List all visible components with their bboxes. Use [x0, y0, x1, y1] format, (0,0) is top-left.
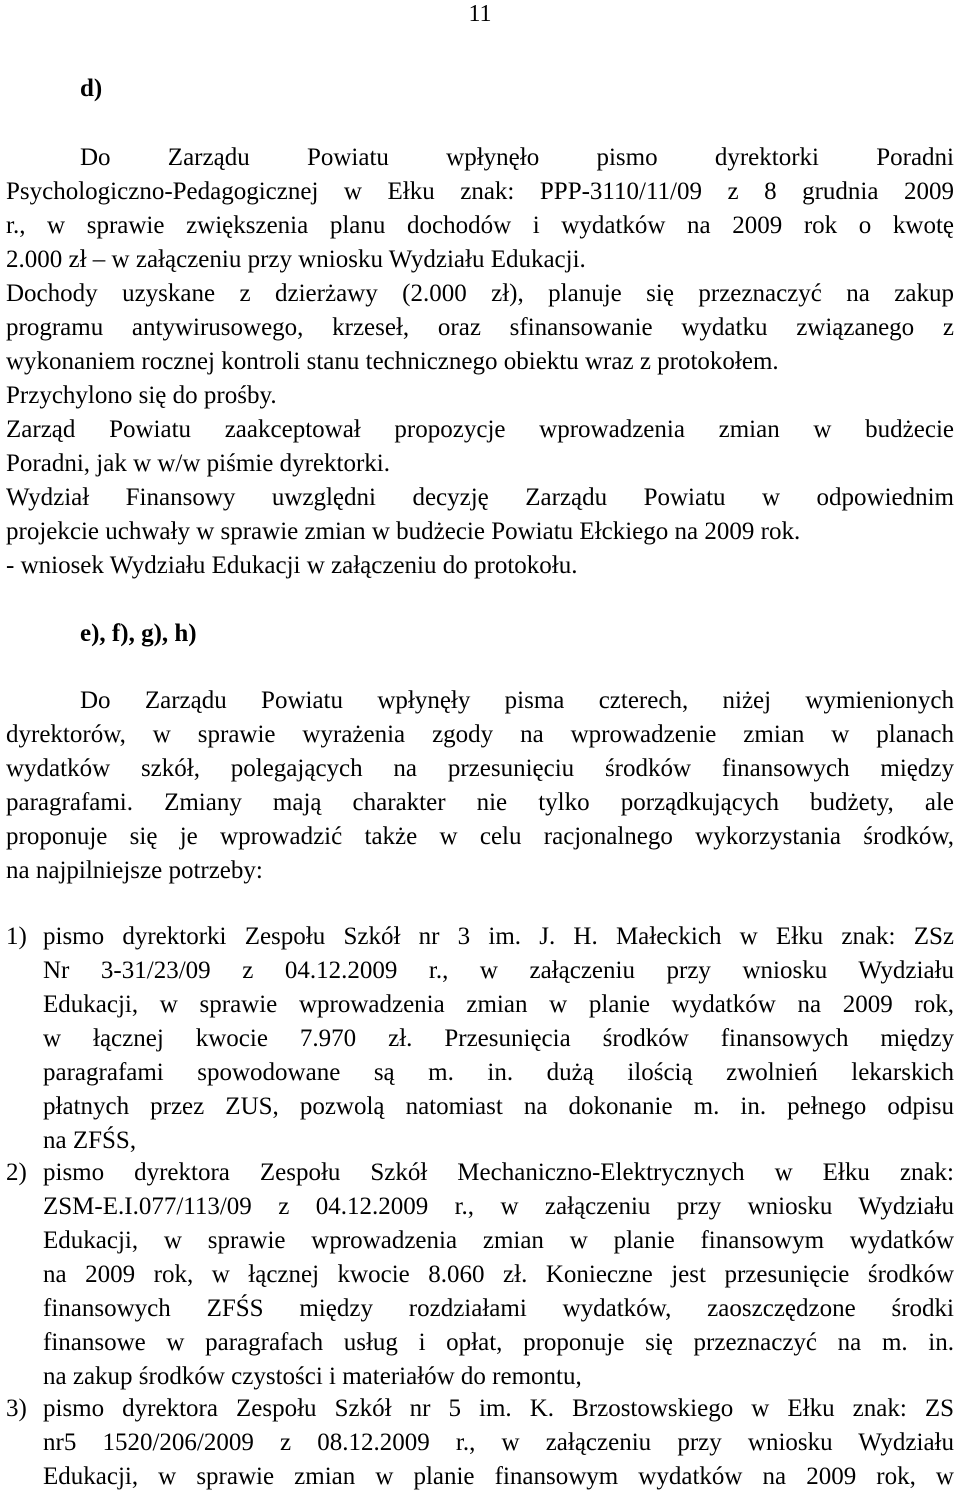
text-line: Edukacji, w sprawie wprowadzenia zmian w planie finansowym wydatków: [43, 1227, 954, 1254]
list-item: [6, 1156, 954, 1394]
text-line: na 2009 rok, w łącznej kwocie 8.060 zł. Konieczne jest przesunięcie środków: [43, 1261, 954, 1288]
text-line: na zakup środków czystości i materiałów do remontu,: [43, 1363, 582, 1390]
list-item-number: 3): [6, 1395, 27, 1422]
text-line: paragrafami. Zmiany mają charakter nie tylko porządkujących budżety, ale: [6, 789, 954, 816]
text-line: projekcie uchwały w sprawie zmian w budżecie Powiatu Ełckiego na 2009 rok.: [6, 518, 801, 545]
text-line: Edukacji, w sprawie zmian w planie finansowym wydatków na 2009 rok, w: [43, 1463, 954, 1490]
text-line: Zarząd Powiatu zaakceptował propozycje wprowadzenia zmian w budżecie: [6, 416, 954, 443]
text-line: pismo dyrektora Zespołu Szkół Mechaniczno-Elektrycznych w Ełku znak:: [43, 1159, 954, 1186]
text-line: Dochody uzyskane z dzierżawy (2.000 zł), planuje się przeznaczyć na zakup: [6, 280, 954, 307]
text-line: na ZFŚS,: [43, 1127, 137, 1154]
text-line: na najpilniejsze potrzeby:: [6, 857, 263, 884]
text-line: r., w sprawie zwiększenia planu dochodów i wydatków na 2009 rok o kwotę: [6, 212, 954, 239]
text-line: dyrektorów, w sprawie wyrażenia zgody na wprowadzenie zmian w planach: [6, 721, 954, 748]
text-line: Nr 3-31/23/09 z 04.12.2009 r., w załączeniu przy wniosku Wydziału: [43, 957, 954, 984]
section-efgh-intro: [6, 684, 954, 888]
text-line: pismo dyrektorki Zespołu Szkół nr 3 im. J. H. Małeckich w Ełku znak: ZSz: [43, 923, 954, 950]
text-line: 2.000 zł – w załączeniu przy wniosku Wydziału Edukacji.: [6, 246, 586, 273]
text-line: finansowe w paragrafach usług i opłat, proponuje się przeznaczyć na m. in.: [43, 1329, 954, 1356]
text-line: Do Zarządu Powiatu wpłynęły pisma czterech, niżej wymienionych: [80, 687, 954, 714]
text-line: nr5 1520/206/2009 z 08.12.2009 r., w załączeniu przy wniosku Wydziału: [43, 1429, 954, 1456]
section-d-body: [6, 141, 954, 583]
text-line: wydatków szkół, polegających na przesunięciu środków finansowych między: [6, 755, 954, 782]
text-line: wykonaniem rocznej kontroli stanu technicznego obiektu wraz z protokołem.: [6, 348, 779, 375]
page-number: 11: [468, 1, 492, 27]
text-line: w łącznej kwocie 7.970 zł. Przesunięcia środków finansowych między: [43, 1025, 954, 1052]
text-line: paragrafami spowodowane są m. in. dużą ilością zwolnień lekarskich: [43, 1059, 954, 1086]
list-item: [6, 1392, 954, 1494]
list-item: [6, 920, 954, 1158]
text-line: Psychologiczno-Pedagogicznej w Ełku znak: PPP-3110/11/09 z 8 grudnia 2009: [6, 178, 954, 205]
text-line: płatnych przez ZUS, pozwolą natomiast na dokonanie m. in. pełnego odpisu: [43, 1093, 954, 1120]
list-item-number: 2): [6, 1159, 27, 1186]
text-line: pismo dyrektora Zespołu Szkół nr 5 im. K. Brzostowskiego w Ełku znak: ZS: [43, 1395, 954, 1422]
text-line: - wniosek Wydziału Edukacji w załączeniu do protokołu.: [6, 552, 578, 579]
text-line: Edukacji, w sprawie wprowadzenia zmian w planie wydatków na 2009 rok,: [43, 991, 954, 1018]
text-line: Przychylono się do prośby.: [6, 382, 277, 409]
section-heading-d: d): [80, 75, 103, 102]
text-line: ZSM-E.I.077/113/09 z 04.12.2009 r., w załączeniu przy wniosku Wydziału: [43, 1193, 954, 1220]
text-line: Do Zarządu Powiatu wpłynęło pismo dyrektorki Poradni: [80, 144, 954, 171]
section-heading-efgh: e), f), g), h): [80, 620, 197, 647]
text-line: Wydział Finansowy uwzględni decyzję Zarządu Powiatu w odpowiednim: [6, 484, 954, 511]
text-line: Poradni, jak w w/w piśmie dyrektorki.: [6, 450, 390, 477]
list-item-number: 1): [6, 923, 27, 950]
text-line: programu antywirusowego, krzeseł, oraz sfinansowanie wydatku związanego z: [6, 314, 954, 341]
text-line: proponuje się je wprowadzić także w celu racjonalnego wykorzystania środków,: [6, 823, 954, 850]
text-line: finansowych ZFŚS między rozdziałami wydatków, zaoszczędzone środki: [43, 1295, 954, 1322]
